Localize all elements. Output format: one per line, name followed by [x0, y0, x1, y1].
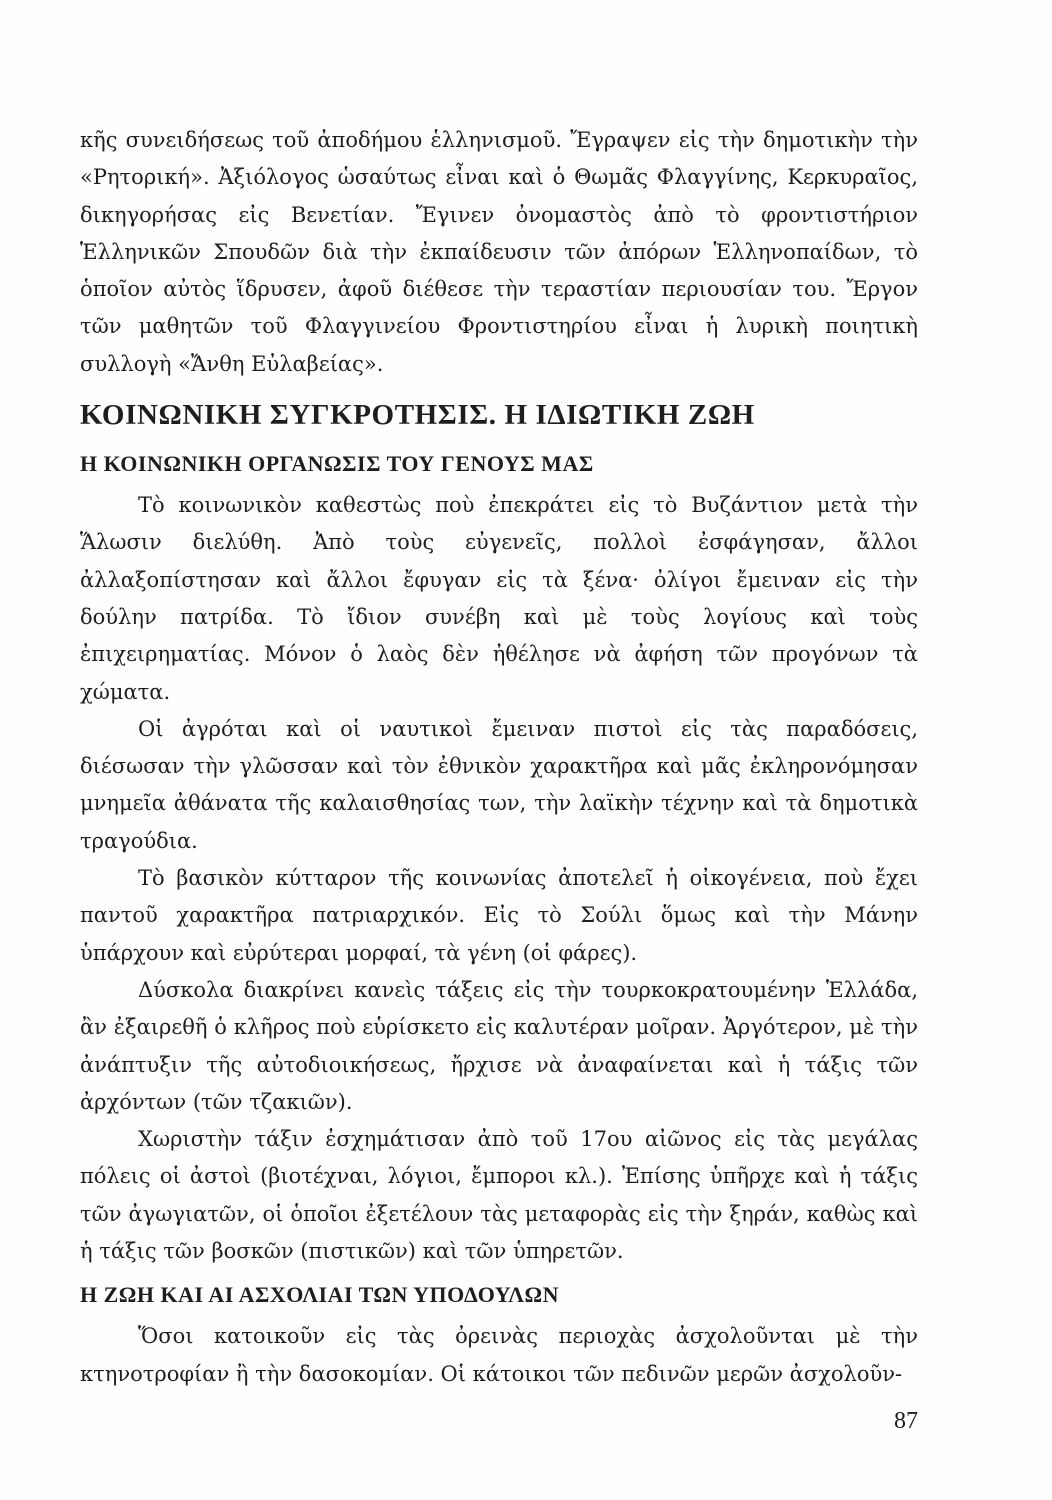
paragraph: Δύσκολα διακρίνει κανεὶς τάξεις εἰς τὴν τουρκοκρατουμένην Ἑλλάδα, ἂν ἐξαιρεθῆ ὁ κλῆρος ποὺ εὑρίσκετο εἰς καλυτέραν μοῖραν. Ἀργότερον, μὲ τὴν ἀνάπτυξιν τῆς αὐτοδιοικήσεως, ἤρχισε νὰ ἀναφαίνεται καὶ ἡ τάξις τῶν ἀρχόντων (τῶν τζακιῶν). — [80, 977, 918, 1114]
paragraph-continued: κῆς συνειδήσεως τοῦ ἀποδήμου ἑλληνισμοῦ. Ἔγραψεν εἰς τὴν δημοτικὴν τὴν «Ρητορική». Ἀξιόλογος ὡσαύτως εἶναι καὶ ὁ Θωμᾶς Φλαγγίνης, Κερκυραῖος, δικηγορήσας εἰς Βενετίαν. Ἔγινεν ὀνομαστὸς ἀπὸ τὸ φροντιστήριον Ἑλληνικῶν Σπουδῶν διὰ τὴν ἐκπαίδευσιν τῶν ἀπόρων Ἑλληνοπαίδων, τὸ ὁποῖον αὐτὸς ἵδρυσεν, ἀφοῦ διέθεσε τὴν τεραστίαν περιουσίαν του. Ἔργον τῶν μαθητῶν τοῦ Φλαγγινείου Φροντιστηρίου εἶναι ἡ λυρικὴ ποιητικὴ συλλογὴ «Ἄνθη Εὐλαβείας». — [80, 128, 918, 376]
paragraph: Τὸ βασικὸν κύτταρον τῆς κοινωνίας ἀποτελεῖ ἡ οἰκογένεια, ποὺ ἔχει παντοῦ χαρακτῆρα πατριαρχικόν. Εἰς τὸ Σούλι ὅμως καὶ τὴν Μάνην ὑπάρχουν καὶ εὐρύτεραι μορφαί, τὰ γένη (οἱ φάρες). — [80, 866, 918, 965]
page-number: 87 — [894, 1408, 918, 1434]
subsection-heading-social-organization: Η ΚΟΙΝΩΝΙΚΗ ΟΡΓΑΝΩΣΙΣ ΤΟΥ ΓΕΝΟΥΣ ΜΑΣ — [80, 451, 594, 477]
subsection-heading-life-occupations: Η ΖΩΗ ΚΑΙ ΑΙ ΑΣΧΟΛΙΑΙ ΤΩΝ ΥΠΟΔΟΥΛΩΝ — [80, 1282, 559, 1308]
paragraph: Ὅσοι κατοικοῦν εἰς τὰς ὀρεινὰς περιοχὰς ἀσχολοῦνται μὲ τὴν κτηνοτροφίαν ἢ τὴν δασοκομίαν. Οἱ κάτοικοι τῶν πεδινῶν μερῶν ἀσχολοῦν- — [80, 1324, 918, 1386]
paragraph: Χωριστὴν τάξιν ἐσχημάτισαν ἀπὸ τοῦ 17ου αἰῶνος εἰς τὰς μεγάλας πόλεις οἱ ἀστοὶ (βιοτέχναι, λόγιοι, ἔμποροι κλ.). Ἐπίσης ὑπῆρχε καὶ ἡ τάξις τῶν ἀγωγιατῶν, οἱ ὁποῖοι ἐξετέλουν τὰς μεταφορὰς εἰς τὴν ξηράν, καθὼς καὶ ἡ τάξις τῶν βοσκῶν (πιστικῶν) καὶ τῶν ὑπηρετῶν. — [80, 1127, 918, 1264]
paragraph: Τὸ κοινωνικὸν καθεστὼς ποὺ ἐπεκράτει εἰς τὸ Βυζάντιον μετὰ τὴν Ἅλωσιν διελύθη. Ἀπὸ τοὺς εὐγενεῖς, πολλοὶ ἐσφάγησαν, ἄλλοι ἀλλαξοπίστησαν καὶ ἄλλοι ἔφυγαν εἰς τὰ ξένα· ὀλίγοι ἔμειναν εἰς τὴν δούλην πατρίδα. Τὸ ἴδιον συνέβη καὶ μὲ τοὺς λογίους καὶ τοὺς ἐπιχειρηματίας. Μόνον ὁ λαὸς δὲν ἠθέλησε νὰ ἀφήση τῶν προγόνων τὰ χώματα. — [80, 493, 918, 704]
page-body — [80, 122, 918, 1393]
paragraph: Οἱ ἀγρόται καὶ οἱ ναυτικοὶ ἔμειναν πιστοὶ εἰς τὰς παραδόσεις, διέσωσαν τὴν γλῶσσαν καὶ τὸν ἐθνικὸν χαρακτῆρα καὶ μᾶς ἐκληρονόμησαν μνημεῖα ἀθάνατα τῆς καλαισθησίας των, τὴν λαϊκὴν τέχνην καὶ τὰ δημοτικὰ τραγούδια. — [80, 716, 918, 853]
section-heading: ΚΟΙΝΩΝΙΚΗ ΣΥΓΚΡΟΤΗΣΙΣ. Η ΙΔΙΩΤΙΚΗ ΖΩΗ — [80, 399, 755, 432]
